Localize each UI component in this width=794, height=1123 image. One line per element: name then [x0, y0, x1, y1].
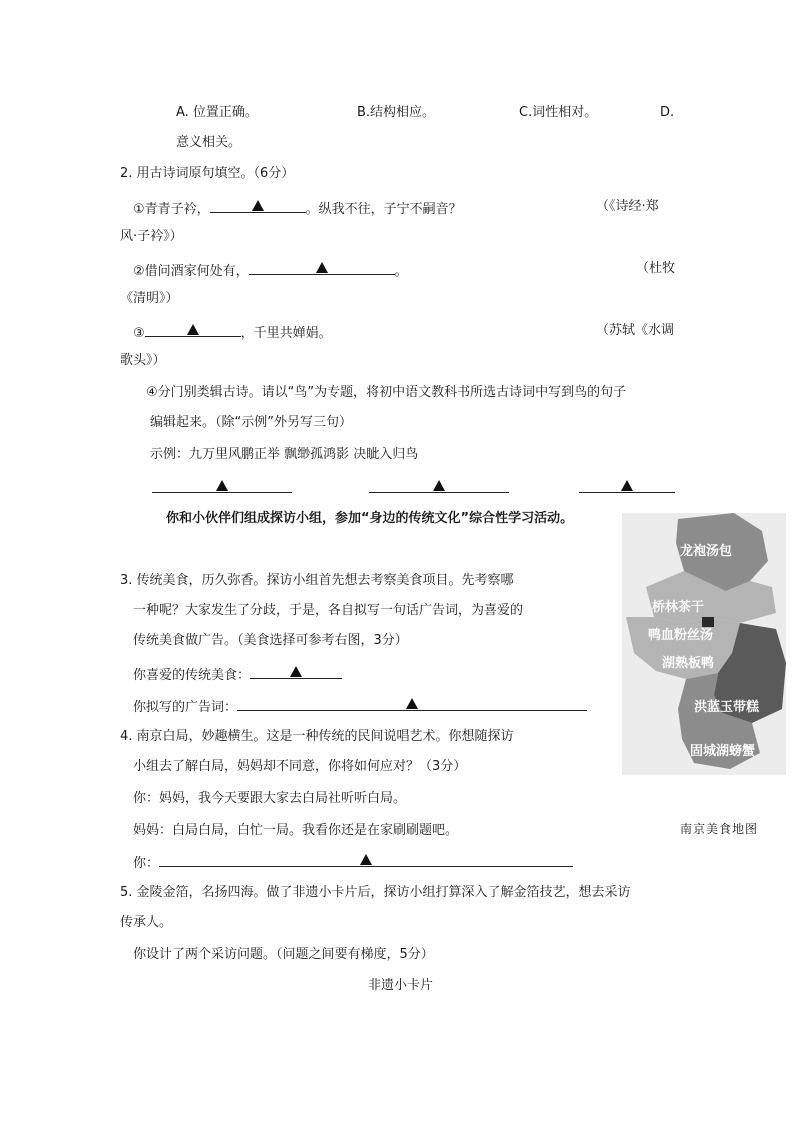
answer-blank[interactable] — [579, 478, 675, 493]
q2-item3-pre: ③ — [133, 326, 145, 341]
map-label: 龙袍汤包 — [680, 544, 733, 559]
answer-blank[interactable] — [145, 322, 241, 337]
triangle-icon — [187, 324, 199, 335]
q5-line2: 传承人。 — [120, 915, 173, 930]
nanjing-food-map — [622, 513, 786, 775]
q2-item3-source: （苏轼《水调 — [596, 323, 675, 338]
option-d: D. — [660, 105, 675, 120]
q2-item4-line2: 编辑起来。（除“示例”外另写三句） — [150, 415, 352, 430]
map-label: 桥林茶干 — [652, 600, 705, 615]
map-label: 鸭血粉丝汤 — [648, 628, 714, 643]
q4-line2: 小组去了解白局，妈妈却不同意，你将如何应对？（3分） — [133, 759, 467, 774]
q5-line1: 5. 金陵金箔，名扬四海。做了非遗小卡片后，探访小组打算深入了解金箔技艺，想去采访 — [120, 885, 631, 900]
activity-intro: 你和小伙伴们组成探访小组，参加“身边的传统文化”综合性学习活动。 — [166, 511, 574, 526]
bird-answer-row — [152, 478, 292, 499]
option-b: B.结构相应。 — [357, 105, 436, 120]
triangle-icon — [216, 480, 228, 491]
q3-line2: 一种呢？大家发生了分歧，于是，各自拟写一句话广告词，为喜爱的 — [133, 603, 524, 618]
map-caption: 南京美食地图 — [680, 822, 759, 836]
q4-answer-blank[interactable] — [159, 852, 573, 867]
q2-item2-source: （杜牧 — [636, 261, 676, 276]
map-label: 洪蓝玉带糕 — [694, 700, 760, 715]
q2-example: 示例：九万里风鹏正举 飘缈孤鸿影 决眦入归鸟 — [150, 447, 419, 462]
triangle-icon — [252, 200, 264, 211]
bird-answer-row — [369, 478, 509, 499]
triangle-icon — [406, 698, 418, 709]
q2-item2-source-cont: 《清明》） — [120, 291, 179, 306]
card-title: 非遗小卡片 — [368, 978, 434, 993]
q2-item1-source: （《诗经·郑 — [596, 199, 659, 214]
q2-item3-post: ，千里共婵娟。 — [240, 326, 332, 341]
q4-you-label: 你： — [133, 856, 160, 871]
q4-you-line: 你：妈妈，我今天要跟大家去白局社听听白局。 — [133, 791, 407, 806]
q2-item2 — [133, 260, 408, 281]
answer-blank[interactable] — [210, 198, 306, 213]
q2-heading: 2. 用古诗词原句填空。（6分） — [120, 166, 295, 181]
q3-food-label: 你喜爱的传统美食： — [133, 668, 251, 683]
q3-ad-row — [133, 696, 587, 717]
food-answer-blank[interactable] — [250, 664, 342, 679]
triangle-icon — [360, 854, 372, 865]
answer-blank[interactable] — [152, 478, 292, 493]
map-label: 固城湖螃蟹 — [690, 744, 756, 759]
option-c: C.词性相对。 — [519, 105, 598, 120]
q2-item2-post: 。 — [394, 264, 408, 279]
q2-item3 — [133, 322, 332, 343]
q3-line1: 3. 传统美食，历久弥香。探访小组首先想去考察美食项目。先考察哪 — [120, 573, 514, 588]
q4-mom-line: 妈妈：白局白局，白忙一局。我看你还是在家刷刷题吧。 — [133, 823, 459, 838]
q2-item3-source-cont: 歌头》） — [120, 353, 166, 368]
ad-answer-blank[interactable] — [237, 696, 587, 711]
city-center-marker — [702, 617, 714, 627]
option-a: A. 位置正确。 — [176, 105, 258, 120]
answer-blank[interactable] — [369, 478, 509, 493]
q2-item1-source-cont: 风·子衿》） — [120, 229, 183, 244]
q4-line1: 4. 南京白局，妙趣横生。这是一种传统的民间说唱艺术。你想随探访 — [120, 729, 514, 744]
q3-line3: 传统美食做广告。（美食选择可参考右图，3分） — [133, 633, 408, 648]
bird-answer-row — [579, 478, 675, 499]
answer-blank[interactable] — [249, 260, 395, 275]
triangle-icon — [290, 666, 302, 677]
q2-item1-pre: ①青青子衿， — [133, 202, 210, 217]
q2-item4-line1: ④分门别类辑古诗。请以“鸟”为专题，将初中语文教科书所选古诗词中写到鸟的句子 — [146, 385, 627, 400]
q3-food-row — [133, 664, 342, 685]
map-label: 湖熟板鸭 — [662, 656, 715, 671]
q2-item2-pre: ②借问酒家何处有， — [133, 264, 249, 279]
triangle-icon — [433, 480, 445, 491]
triangle-icon — [316, 262, 328, 273]
q2-item1 — [133, 198, 462, 219]
q3-ad-label: 你拟写的广告词： — [133, 700, 238, 715]
q5-line3: 你设计了两个采访问题。（问题之间要有梯度，5分） — [133, 947, 434, 962]
option-d-continued: 意义相关。 — [176, 135, 242, 150]
q4-answer-row — [133, 852, 573, 873]
triangle-icon — [621, 480, 633, 491]
q2-item1-post: 。纵我不往，子宁不嗣音？ — [305, 202, 462, 217]
